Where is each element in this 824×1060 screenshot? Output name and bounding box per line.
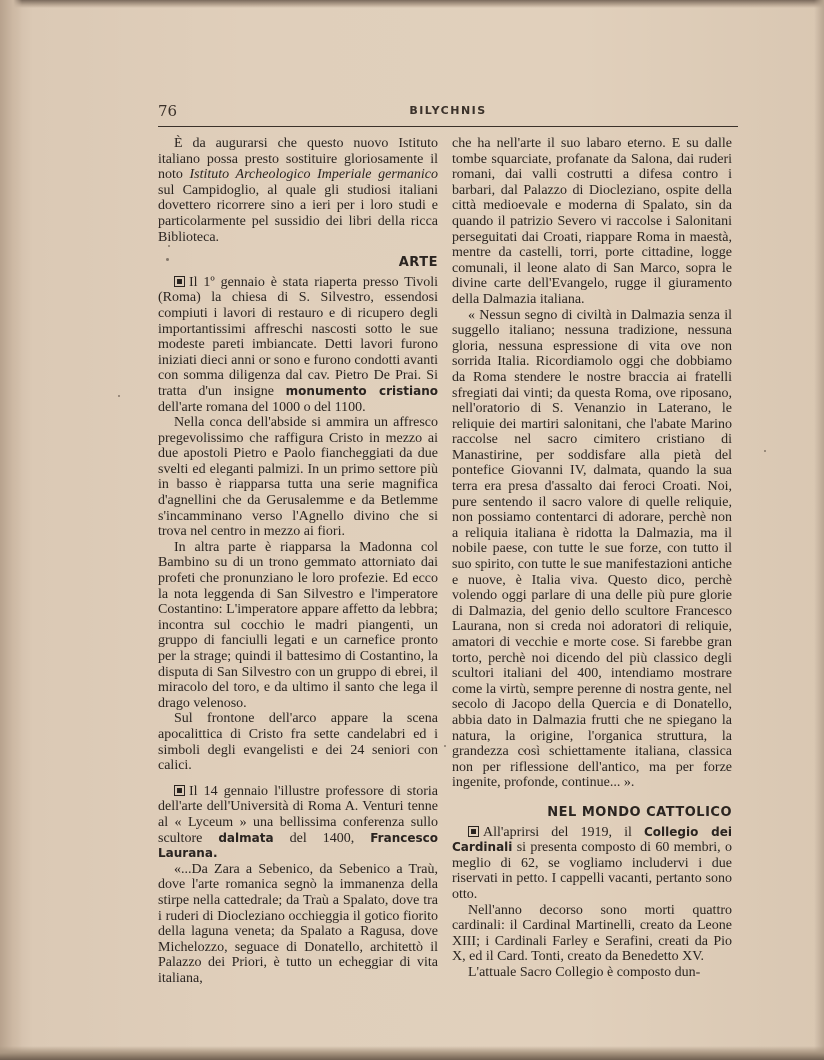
page-left-edge — [0, 0, 22, 1060]
square-bullet-icon — [174, 276, 185, 287]
paragraph-venturi: Il 14 gennaio l'illustre professore di storia dell'arte dell'Università di Roma A. Venturi tenne al « Lyceum » una bellissima conferenza sullo scultore dalmata del 1400, Francesco Laurana. — [158, 783, 438, 861]
paragraph-madonna: In altra parte è riapparsa la Madonna col Bambino su di un trono gemmato attorniato dai profeti che pronunziano le loro profezie. Ed ecco la nota leggenda di San Silvestro e l'imperatore Costantino: L'imperatore appare affetto da lebbra; incontra sul cocchio le madri piangenti, un gruppo di fanciulli legati e un carnefice pronto per la strage; quindi il battesimo di Costantino, la disputa di San Silvestro con un gruppo di ebrei, il miracolo del toro, e da ultimo il santo che lega il drago velenoso. — [158, 539, 438, 711]
paragraph-institute: È da augurarsi che questo nuovo Istituto italiano possa presto sostituire gloriosamente il noto Istituto Archeologico Imperiale germanico sul Campidoglio, al quale gli studiosi italiani dovettero ricorrere sino a ieri per i loro studi e particolarmente pel sussidio dei libri della ricca Biblioteca. — [158, 136, 438, 245]
paragraph-continuation: che ha nell'arte il suo labaro eterno. E su dalle tombe squarciate, profanate da Salona, dai ruderi romani, dai valli costrutti a difesa contro i barbari, dal Palazzo di Diocleziano, ospite della città medioevale e moderna di Spalato, sin da quando il patrizio Severo vi raccolse i Salonitani perseguitati dai Croati, riappare Roma in maestà, mentre da castelli, torri, porte cittadine, logge comunali, il leone alato di San Marco, sopra le divine carte dell'Evangelo, rugge il giuramento della Dalmazia italiana. — [452, 136, 732, 307]
page-right-edge — [814, 0, 824, 1060]
paragraph-tivoli: Il 1º gennaio è stata riaperta presso Tivoli (Roma) la chiesa di S. Silvestro, essendosi compiuti i lavori di restauro e di ricupero degli importantissimi affreschi nascosti sotto le sue modeste pareti imbiancate. Detti lavori furono iniziati dieci anni or sono e furono condotti avanti con somma diligenza dal cav. Pietro De Prai. Si tratta d'un insigne monumento cristiano dell'arte romana del 1000 o del 1100. — [158, 274, 438, 415]
bold-term: Francesco Laurana. — [158, 830, 438, 861]
page-bottom-edge — [0, 1046, 824, 1060]
page-number: 76 — [158, 102, 178, 120]
bold-term: dalmata — [218, 830, 274, 845]
paragraph-attuale: L'attuale Sacro Collegio è composto dun- — [468, 964, 701, 980]
paragraph-nessun-segno: « Nessun segno di civiltà in Dalmazia senza il suggello italiano; nessuna tradizione, nessuna gloria, nessuna espressione di vita ove non sorrida Italia. Ricordiamolo oggi che dobbiamo da Roma stendere le nostre braccia ai fratelli sfregiati dai vinti; da questa Roma, ove riposano, nell'oratorio di S. Venanzio in Laterano, le reliquie dei martiri salonitani, che l'abate Marino raccolse nel sacro cimitero cristiano di Manastirine, per soddisfare alla pietà del pontefice Giovanni IV, dalmata, quando la sua terra era presa d'assalto dai feroci Croati. Noi, pure sentendo il sacro valore di quelle reliquie, non possiamo contentarci di adorare, perchè non a reliquia italiana è ridotta la Dalmazia, ma il nobile paese, con tutte le sue forze, con tutto il suo spirito, con tutte le sue manifestazioni antiche e nuove, è Italia viva. Questo dico, perchè volendo oggi parlare di una delle più pure glorie di Dalmazia, del genio dello scultore Francesco Laurana, non si creda noi adoratori di reliquie, amatori di vecchie e morte cose. Si farebbe gran torto, perchè noi dicendo del più classico degli scultori italiani del 400, intendiamo mostrare come la virtù, sempre perenne di nostra gente, nel secolo di Jacopo della Quercia e di Donatello, abbia dato in Dalmazia frutti che ne spiegano la natura, la origine, l'organica struttura, la grandezza così schiettamente italiana, classica non per riflessione dell'antico, ma per forze ingenite, profonde, continue... ». — [452, 307, 732, 791]
right-column — [452, 136, 732, 980]
square-bullet-icon — [468, 826, 479, 837]
paragraph-anno-decorso: Nell'anno decorso sono morti quattro cardinali: il Cardinal Martinelli, creato da Leone XIII; i Cardinali Farley e Serafini, creati da Pio X, ed il Card. Tonti, creato da Benedetto XV. — [452, 902, 732, 965]
header-rule — [158, 126, 738, 127]
section-heading-arte: ARTE — [398, 255, 438, 271]
paragraph-abside: Nella conca dell'abside si ammira un affresco pregevolissimo che raffigura Cristo in mezzo ai due apostoli Pietro e Paolo fiancheggiati da due svelti ed eleganti palmizi. In un primo settore più in basso è riapparsa tutta una serie magnifica d'agnellini che da Gerusalemme e da Betlemme s'incamminano verso l'Agnello divino che si trova nel centro in mezzo ai fiori. — [158, 415, 438, 540]
square-bullet-icon — [174, 785, 185, 796]
paragraph-zara: «...Da Zara a Sebenico, da Sebenico a Traù, dove l'arte romanica segnò la immanenza della stirpe nella cattedrale; da Traù a Spalato, dove tra i ruderi di Diocleziano occhieggia il gotico fiorito della laguna veneta; da Spalato a Ragusa, dove Michelozzo, seguace di Donatello, architettò il Palazzo dei Priori, è tutto un echeggiar di vita italiana, — [158, 861, 438, 986]
bold-term: monumento cristiano — [285, 383, 438, 398]
bold-term: Collegio dei Cardinali — [452, 824, 732, 855]
running-head: BILYCHNIS — [409, 104, 487, 117]
paragraph-frontone: Sul frontone dell'arco appare la scena apocalittica di Cristo fra sette candelabri ed i simboli degli evangelisti e dei 24 seniori con calici. — [158, 711, 438, 774]
page-top-edge — [0, 0, 824, 8]
section-heading-mondo-cattolico: NEL MONDO CATTOLICO — [547, 804, 732, 820]
italic-title: Istituto Archeologico Imperiale germanico — [189, 167, 438, 183]
left-column — [158, 136, 438, 986]
page-header — [158, 102, 738, 122]
paragraph-collegio: All'aprirsi del 1919, il Collegio dei Cardinali si presenta composto di 60 membri, o meglio di 62, se vogliamo includervi i due riservati in petto. I cappelli vacanti, pertanto sono otto. — [452, 824, 733, 902]
